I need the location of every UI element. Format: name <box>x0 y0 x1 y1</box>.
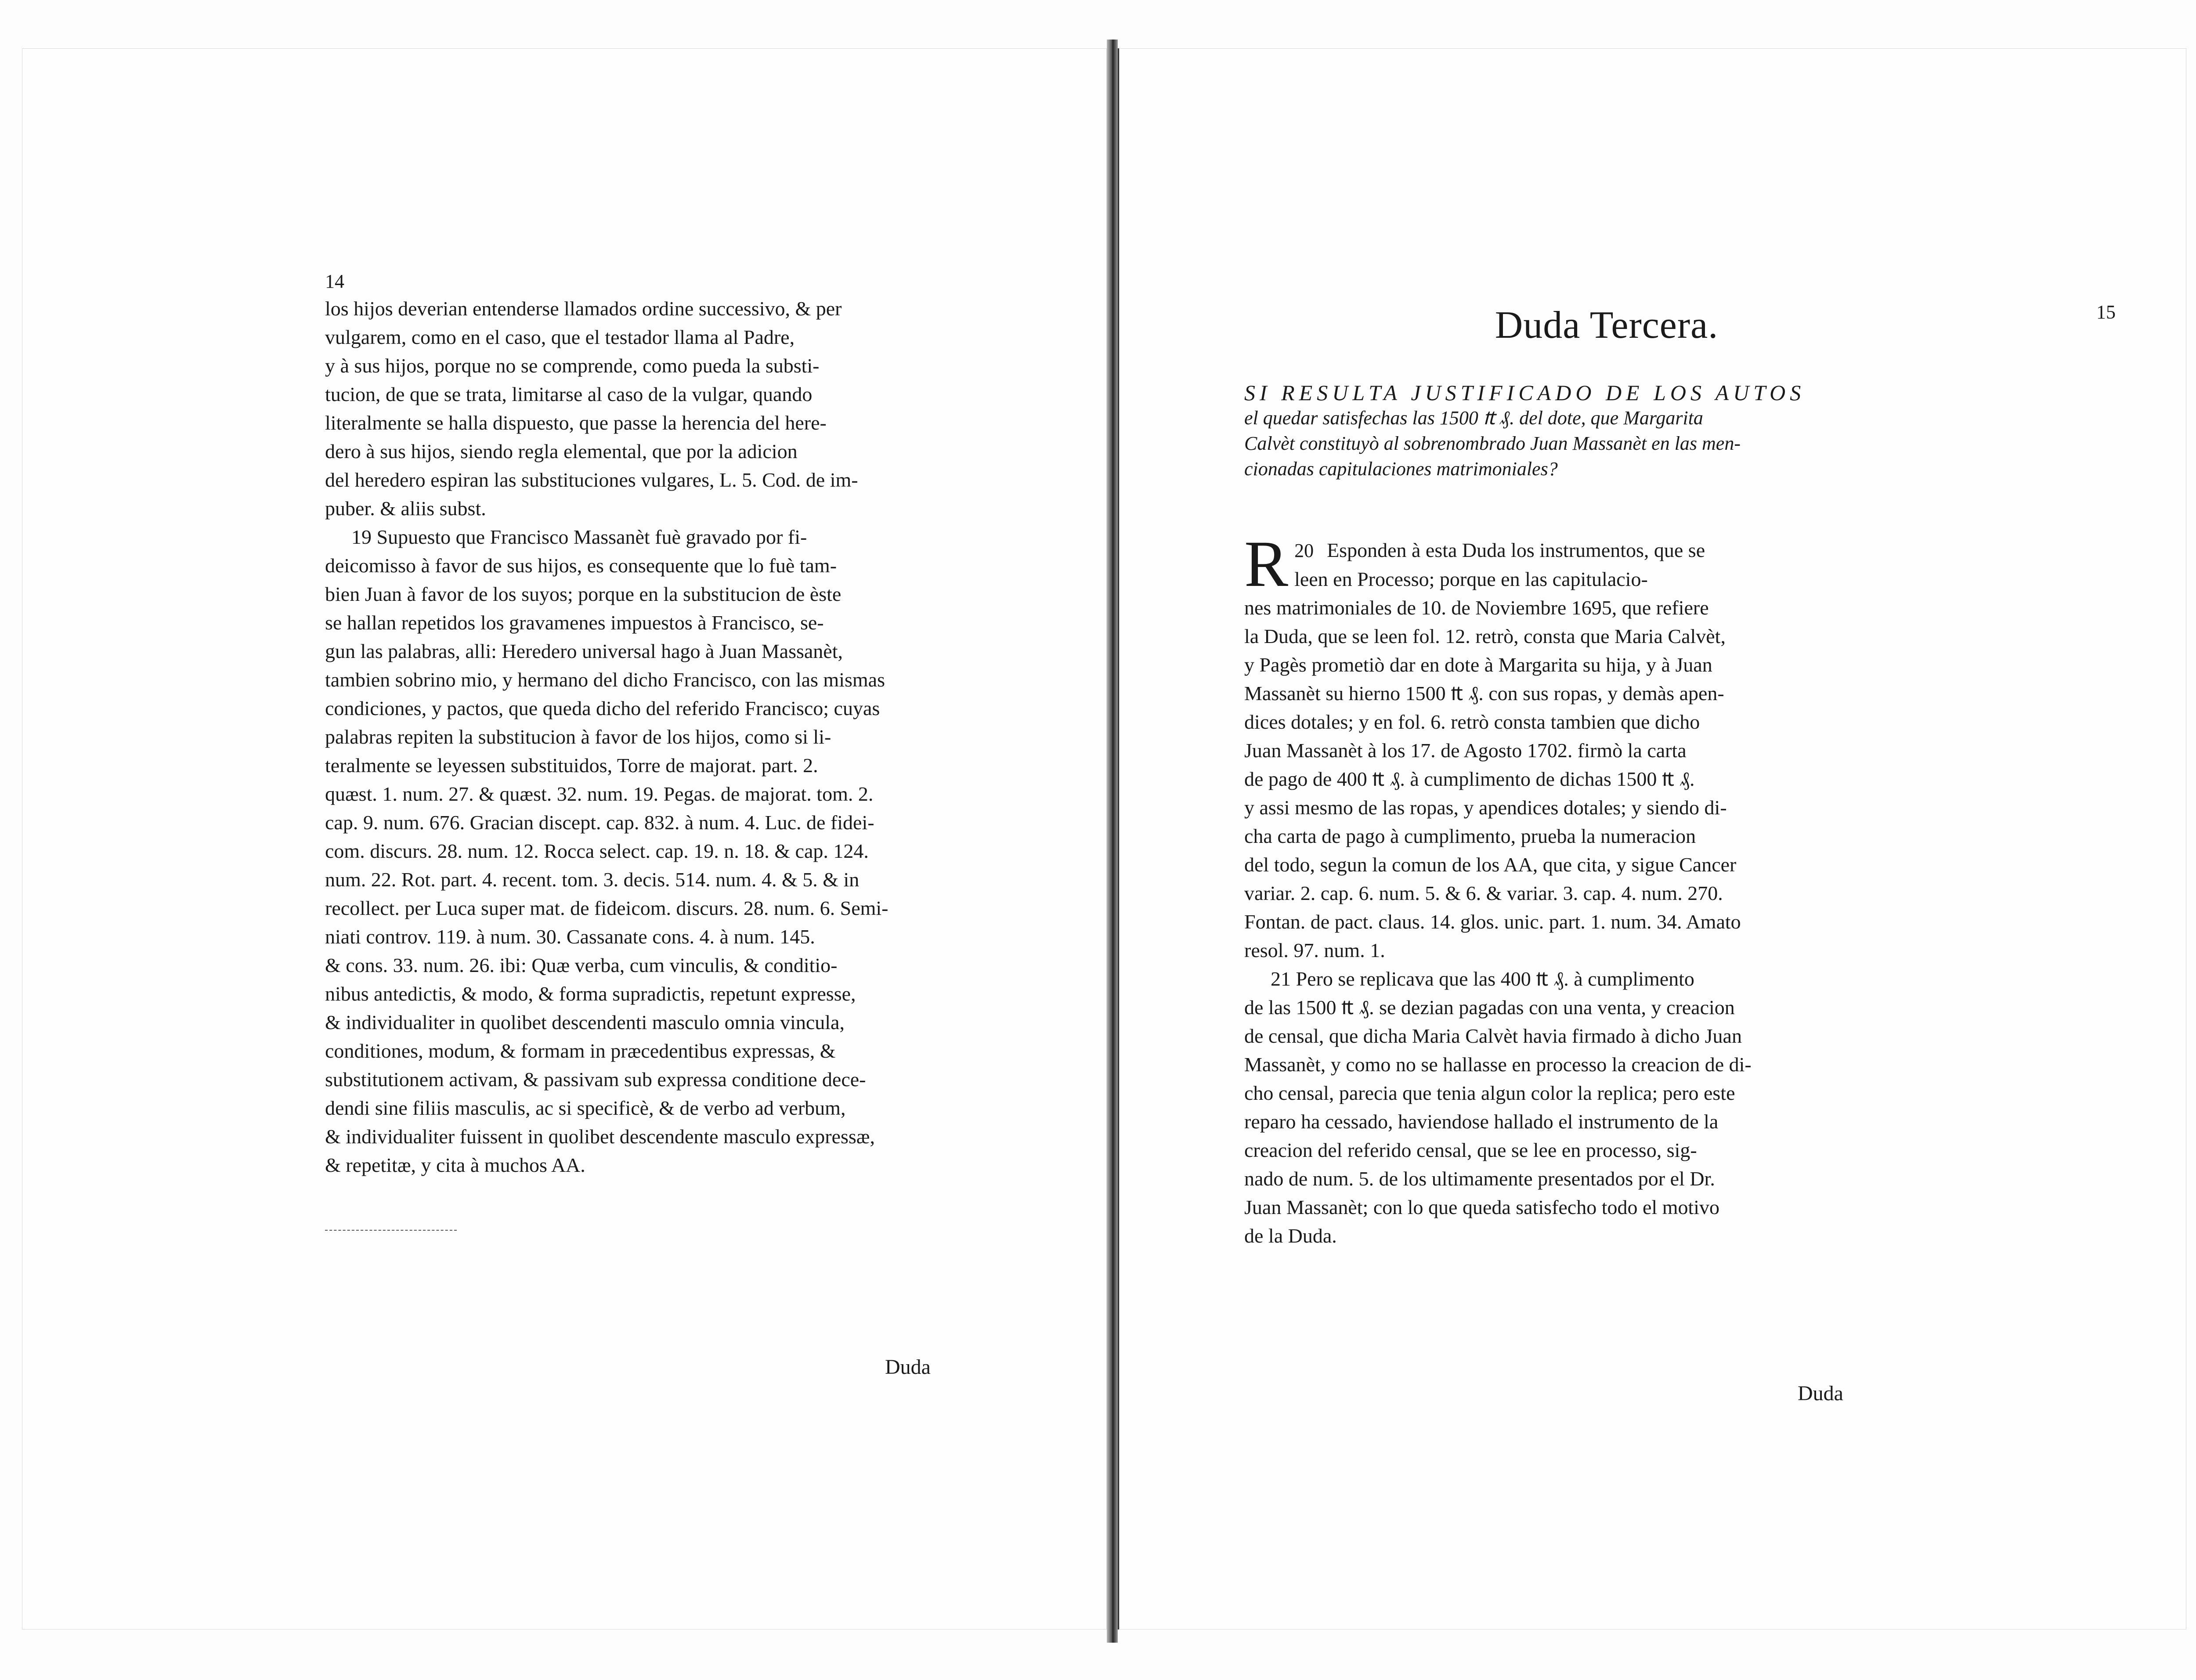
text-line: dero à sus hijos, siendo regla elemental, que por la adicion <box>325 440 798 462</box>
right-text-block <box>1244 527 1925 1250</box>
text-line: 21 Pero se replicava que las 400 ₶ ₰. à cumplimento <box>1271 968 1694 990</box>
right-page <box>1118 48 2186 1629</box>
text-line: del todo, segun la comun de los AA, que cita, y sigue Cancer <box>1244 853 1737 876</box>
text-line: Massanèt su hierno 1500 ₶ ₰. con sus ropas, y demàs apen- <box>1244 682 1724 705</box>
subheading-line: el quedar satisfechas las 1500 ₶ ₰. del dote, que Margarita <box>1244 407 1703 429</box>
text-line: nado de num. 5. de los ultimamente presentados por el Dr. <box>1244 1167 1715 1190</box>
text-line: reparo ha cessado, haviendose hallado el instrumento de la <box>1244 1110 1719 1133</box>
text-line: cho censal, parecia que tenia algun color la replica; pero este <box>1244 1082 1735 1104</box>
subheading-line: Calvèt constituyò al sobrenombrado Juan Massanèt en las men- <box>1244 433 1741 454</box>
text-line: de las 1500 ₶ ₰. se dezian pagadas con una venta, y creacion <box>1244 996 1735 1019</box>
text-line: Juan Massanèt; con lo que queda satisfecho todo el motivo <box>1244 1196 1720 1218</box>
text-line: & repetitæ, y cita à muchos AA. <box>325 1154 585 1176</box>
text-line: cha carta de pago à cumplimento, prueba la numeracion <box>1244 825 1696 847</box>
text-line: nibus antedictis, & modo, & forma supradictis, repetunt expresse, <box>325 983 856 1005</box>
text-line: 19 Supuesto que Francisco Massanèt fuè gravado por fi- <box>351 526 807 548</box>
text-line: conditiones, modum, & formam in præcedentibus expressas, & <box>325 1040 836 1062</box>
text-line: nes matrimoniales de 10. de Noviembre 1695, que refiere <box>1244 596 1709 619</box>
text-line: gun las palabras, alli: Heredero universal hago à Juan Massanèt, <box>325 640 843 662</box>
text-line: Massanèt, y como no se hallasse en processo la creacion de di- <box>1244 1053 1752 1076</box>
text-line: literalmente se halla dispuesto, que passe la herencia del here- <box>325 412 827 434</box>
text-line: la Duda, que se leen fol. 12. retrò, consta que Maria Calvèt, <box>1244 625 1726 647</box>
section-heading: Duda Tercera. <box>1495 304 1719 347</box>
text-line: dices dotales; y en fol. 6. retrò consta tambien que dicho <box>1244 711 1700 733</box>
text-line: creacion del referido censal, que se lee en processo, sig- <box>1244 1139 1697 1161</box>
text-line: deicomisso à favor de sus hijos, es consequente que lo fuè tam- <box>325 554 837 577</box>
text-line: num. 22. Rot. part. 4. recent. tom. 3. decis. 514. num. 4. & 5. & in <box>325 868 860 891</box>
text-line: tucion, de que se trata, limitarse al caso de la vulgar, quando <box>325 383 813 405</box>
text-line: palabras repiten la substitucion à favor de los hijos, como si li- <box>325 726 831 748</box>
text-line: de pago de 400 ₶ ₰. à cumplimento de dichas 1500 ₶ ₰. <box>1244 768 1695 790</box>
book-gutter <box>1107 40 1118 1643</box>
left-page <box>22 48 1107 1629</box>
text-line: substitutionem activam, & passivam sub expressa conditione dece- <box>325 1068 866 1091</box>
catchword: Duda <box>885 1355 931 1379</box>
text-line: puber. & aliis subst. <box>325 497 486 520</box>
text-line: de la Duda. <box>1244 1225 1337 1247</box>
text-line: quæst. 1. num. 27. & quæst. 32. num. 19. Pegas. de majorat. tom. 2. <box>325 783 874 805</box>
catchword: Duda <box>1798 1382 1843 1405</box>
text-line: se hallan repetidos los gravamenes impuestos à Francisco, se- <box>325 611 824 634</box>
text-line: del heredero espiran las substituciones vulgares, L. 5. Cod. de im- <box>325 469 858 491</box>
paragraph-number: 20 <box>1294 540 1314 561</box>
dashed-rule <box>325 1230 457 1231</box>
text-line: bien Juan à favor de los suyos; porque en la substitucion de èste <box>325 583 842 605</box>
text-line: leen en Processo; porque en las capitulacio- <box>1294 568 1648 590</box>
text-line: de censal, que dicha Maria Calvèt havia firmado à dicho Juan <box>1244 1025 1742 1047</box>
page-number: 14 <box>325 271 344 292</box>
text-line: recollect. per Luca super mat. de fideicom. discurs. 28. num. 6. Semi- <box>325 897 889 919</box>
text-line: com. discurs. 28. num. 12. Rocca select. cap. 19. n. 18. & cap. 124. <box>325 840 869 862</box>
text-line: Fontan. de pact. claus. 14. glos. unic. part. 1. num. 34. Amato <box>1244 910 1741 933</box>
text-line: dendi sine filiis masculis, ac si specificè, & de verbo ad verbum, <box>325 1097 846 1119</box>
text-line: los hijos deverian entenderse llamados ordine successivo, & per <box>325 297 842 320</box>
drop-cap: R <box>1244 527 1289 600</box>
text-line: y à sus hijos, porque no se comprende, como pueda la substi- <box>325 354 820 377</box>
text-line: teralmente se leyessen substituidos, Torre de majorat. part. 2. <box>325 754 818 777</box>
text-line: variar. 2. cap. 6. num. 5. & 6. & variar. 3. cap. 4. num. 270. <box>1244 882 1723 904</box>
text-line: Esponden à esta Duda los instrumentos, que se <box>1327 539 1705 561</box>
left-text-block <box>325 294 1006 1179</box>
text-line: condiciones, y pactos, que queda dicho del referido Francisco; cuyas <box>325 697 880 719</box>
page-number: 15 <box>2096 301 2116 323</box>
text-line: vulgarem, como en el caso, que el testador llama al Padre, <box>325 326 795 348</box>
text-line: tambien sobrino mio, y hermano del dicho Francisco, con las mismas <box>325 668 885 691</box>
text-line: niati controv. 119. à num. 30. Cassanate cons. 4. à num. 145. <box>325 925 815 948</box>
section-subheading <box>1244 380 1925 482</box>
text-line: cap. 9. num. 676. Gracian discept. cap. 832. à num. 4. Luc. de fidei- <box>325 811 874 834</box>
text-line: & cons. 33. num. 26. ibi: Quæ verba, cum vinculis, & conditio- <box>325 954 838 976</box>
subheading-line: cionadas capitulaciones matrimoniales? <box>1244 458 1558 480</box>
text-line: y assi mesmo de las ropas, y apendices dotales; y siendo di- <box>1244 796 1727 819</box>
text-line: y Pagès prometiò dar en dote à Margarita su hija, y à Juan <box>1244 654 1712 676</box>
text-line: Juan Massanèt à los 17. de Agosto 1702. firmò la carta <box>1244 739 1687 762</box>
text-line: & individualiter fuissent in quolibet descendente masculo expressæ, <box>325 1125 875 1148</box>
subheading-caps-line: SI RESULTA JUSTIFICADO DE LOS AUTOS <box>1244 380 1806 405</box>
text-line: & individualiter in quolibet descendenti masculo omnia vincula, <box>325 1011 845 1033</box>
text-line: resol. 97. num. 1. <box>1244 939 1385 961</box>
